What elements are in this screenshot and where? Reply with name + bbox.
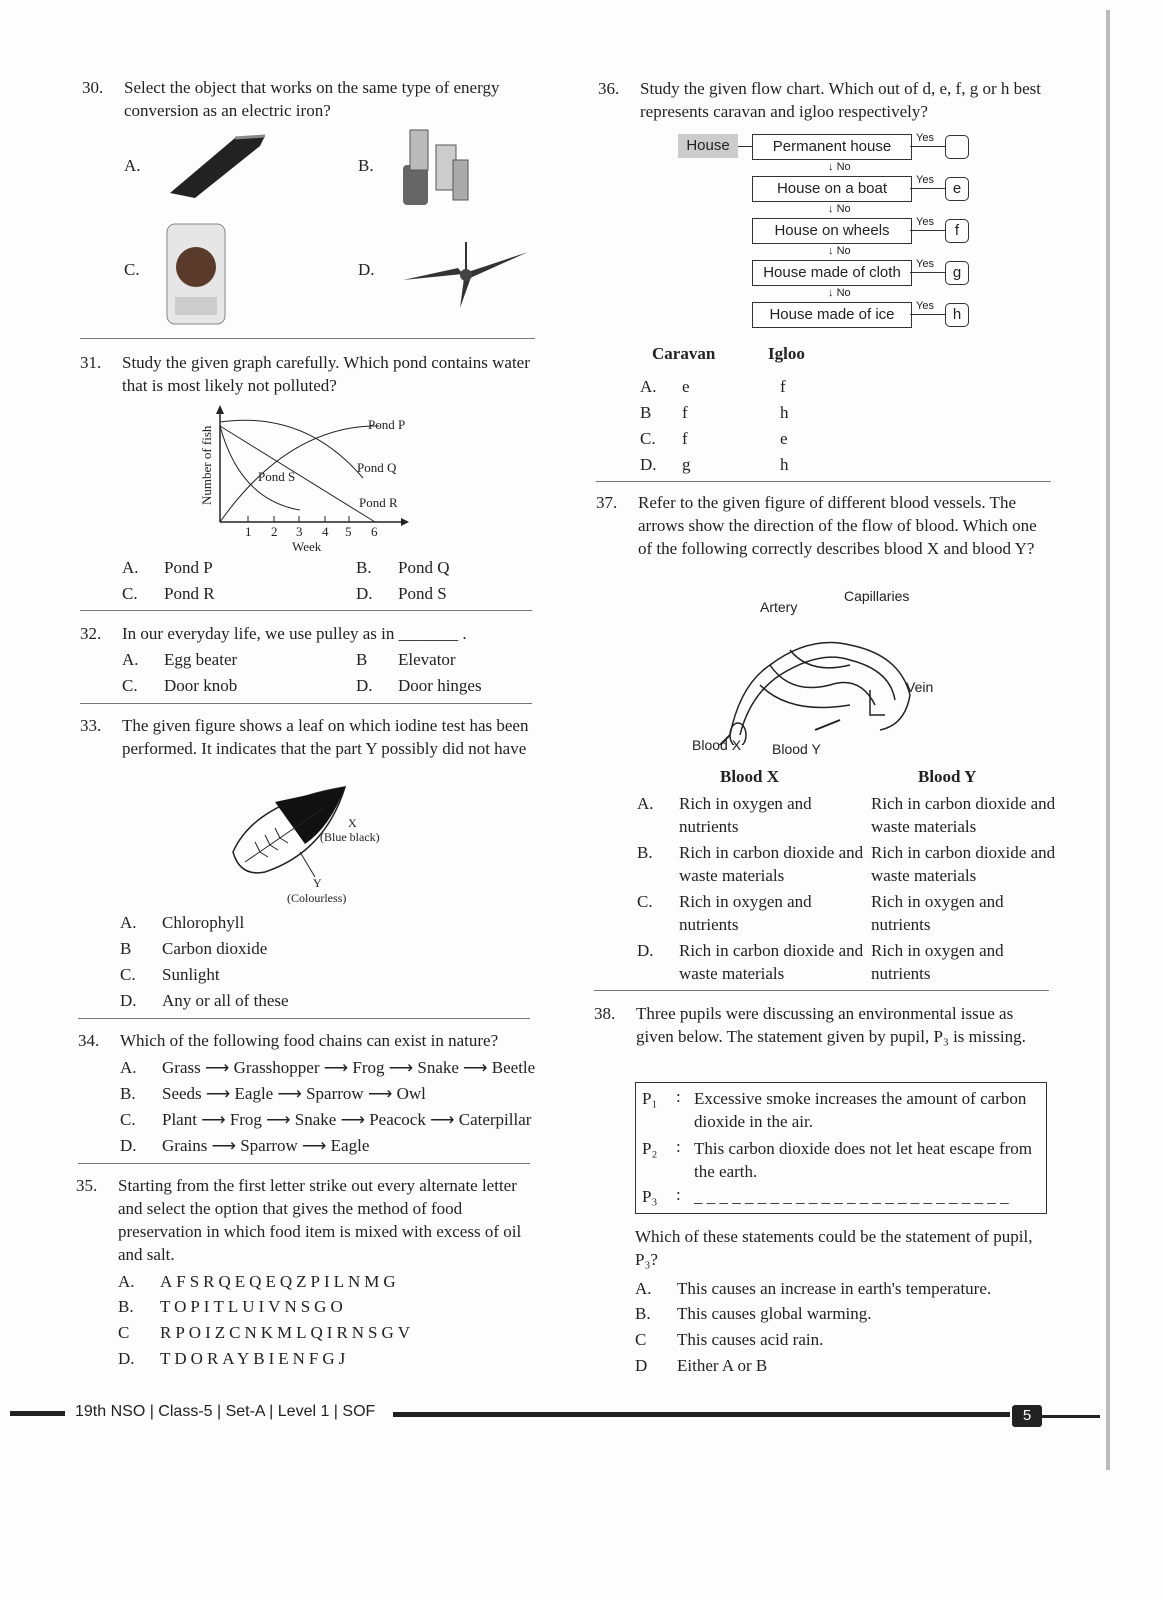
option-b[interactable] bbox=[358, 154, 400, 177]
decoration bbox=[730, 643, 910, 736]
text: No bbox=[836, 203, 851, 215]
label-blood-y: Blood Y bbox=[772, 741, 821, 757]
question-35 bbox=[76, 1174, 534, 1266]
text: Pond S bbox=[398, 584, 447, 603]
text: g bbox=[682, 455, 691, 474]
decoration: ↓ No bbox=[828, 245, 851, 257]
column-header: Caravan bbox=[652, 344, 716, 363]
text: A. bbox=[120, 1058, 137, 1077]
series-pond-r bbox=[220, 426, 375, 522]
option-c[interactable] bbox=[118, 1321, 414, 1344]
option-d[interactable] bbox=[120, 989, 289, 1012]
text: A. bbox=[640, 377, 657, 396]
divider bbox=[80, 610, 532, 611]
question-text: Select the object that works on the same type of energy conversion as an electric iron? bbox=[124, 78, 500, 120]
option-a[interactable] bbox=[124, 154, 166, 177]
text: B. bbox=[637, 843, 653, 862]
text: Plant ⟶ Frog ⟶ Snake ⟶ Peacock ⟶ Caterpillar bbox=[162, 1110, 532, 1129]
text: C. bbox=[122, 676, 138, 695]
decoration bbox=[300, 852, 315, 877]
text: TOPITLUIVNSGO bbox=[160, 1297, 347, 1316]
option-c[interactable] bbox=[635, 1328, 823, 1351]
text: Yes bbox=[916, 132, 934, 144]
option-d[interactable] bbox=[635, 1354, 767, 1377]
text: AFSRQEQEQZPILNMG bbox=[160, 1272, 400, 1291]
column-header: Blood X bbox=[720, 767, 780, 786]
tick-label: 4 bbox=[322, 524, 329, 539]
text: Grass ⟶ Grasshopper ⟶ Frog ⟶ Snake ⟶ Beetle bbox=[162, 1058, 536, 1077]
option-d[interactable] bbox=[356, 674, 482, 697]
legend-pond-p: Pond P bbox=[368, 417, 406, 432]
question-33 bbox=[80, 714, 535, 760]
text: 35. bbox=[76, 1176, 98, 1195]
text: Chlorophyll bbox=[162, 913, 245, 932]
decoration: : bbox=[676, 1185, 681, 1204]
footer-rule-left bbox=[10, 1411, 65, 1416]
page-number: 5 bbox=[1012, 1405, 1042, 1427]
flow-start-house: House bbox=[678, 134, 738, 158]
text: TDORAYBIENFGJ bbox=[160, 1349, 350, 1368]
option-c[interactable] bbox=[122, 582, 215, 605]
option-d[interactable] bbox=[120, 1134, 369, 1157]
decoration bbox=[176, 247, 216, 287]
text: f bbox=[780, 377, 786, 396]
text: Pond R bbox=[164, 584, 215, 603]
question-32 bbox=[80, 622, 540, 645]
question-38 bbox=[594, 1002, 1049, 1048]
option-b[interactable] bbox=[356, 648, 456, 671]
decoration bbox=[248, 516, 349, 522]
option-a[interactable] bbox=[122, 648, 237, 671]
option-b[interactable] bbox=[635, 1302, 872, 1325]
flow-result: g bbox=[945, 261, 969, 285]
text: No bbox=[836, 161, 851, 173]
decoration bbox=[460, 278, 470, 308]
option-b[interactable] bbox=[120, 1082, 426, 1105]
text: D. bbox=[120, 1136, 137, 1155]
question-text: Study the given graph carefully. Which pond contains water that is most likely not polluted? bbox=[122, 353, 530, 395]
flow-result: e bbox=[945, 177, 969, 201]
option-c[interactable] bbox=[120, 963, 220, 986]
decoration bbox=[1042, 1415, 1100, 1418]
flow-box: House made of ice bbox=[752, 302, 912, 328]
decoration: ↓ No bbox=[828, 161, 851, 173]
question-36 bbox=[598, 77, 1058, 123]
text: C. bbox=[120, 1110, 136, 1129]
text: This causes acid rain. bbox=[677, 1330, 824, 1349]
text: 37. bbox=[596, 493, 618, 512]
question-31 bbox=[80, 351, 540, 397]
question-30 bbox=[82, 76, 542, 122]
flow-box: House made of cloth bbox=[752, 260, 912, 286]
option-d[interactable] bbox=[640, 453, 800, 476]
statements-box bbox=[635, 1082, 1047, 1214]
text: C. bbox=[120, 965, 136, 984]
decoration bbox=[453, 160, 468, 200]
ceiling-fan-image bbox=[398, 240, 533, 310]
text: A. bbox=[637, 794, 654, 813]
question-34 bbox=[78, 1029, 538, 1052]
text: A. bbox=[122, 558, 139, 577]
text: Rich in carbon dioxide and waste materials bbox=[871, 794, 1056, 836]
text: 34. bbox=[78, 1031, 100, 1050]
text: No bbox=[836, 245, 851, 257]
text: Excessive smoke increases the amount of carbon dioxide in the air. bbox=[694, 1089, 1027, 1131]
text: Rich in carbon dioxide and waste materials bbox=[679, 941, 864, 983]
decoration bbox=[216, 405, 224, 414]
text: No bbox=[836, 287, 851, 299]
text: Rich in oxygen and nutrients bbox=[871, 941, 1004, 983]
hair-straightener-image bbox=[165, 128, 270, 203]
option-a[interactable] bbox=[118, 1270, 400, 1293]
tick-label: 5 bbox=[345, 524, 352, 539]
tick-label: 6 bbox=[371, 524, 378, 539]
text: D. bbox=[640, 455, 657, 474]
flow-result: h bbox=[945, 303, 969, 327]
label-artery: Artery bbox=[760, 599, 798, 615]
decoration bbox=[410, 130, 428, 170]
question-37 bbox=[596, 491, 1054, 560]
text: B bbox=[120, 939, 132, 958]
text: f bbox=[682, 403, 688, 422]
divider bbox=[80, 338, 535, 339]
text: This causes an increase in earth's temperature. bbox=[677, 1279, 992, 1298]
divider bbox=[594, 990, 1049, 991]
text: D. bbox=[356, 676, 373, 695]
decoration bbox=[730, 643, 910, 746]
decoration bbox=[175, 297, 217, 315]
text: C. bbox=[637, 892, 653, 911]
text: Carbon dioxide bbox=[162, 939, 268, 958]
decoration bbox=[460, 269, 472, 281]
text: This causes global warming. bbox=[677, 1304, 872, 1323]
text: Elevator bbox=[398, 650, 456, 669]
text: C bbox=[635, 1330, 647, 1349]
text: Either A or B bbox=[677, 1356, 768, 1375]
option-label: B. bbox=[358, 156, 374, 175]
option-c[interactable] bbox=[120, 1108, 531, 1131]
text: B. bbox=[356, 558, 372, 577]
text: B bbox=[356, 650, 368, 669]
option-b[interactable] bbox=[118, 1295, 347, 1318]
text: Yes bbox=[916, 258, 934, 270]
text: This carbon dioxide does not let heat escape from the earth. bbox=[694, 1139, 1032, 1181]
decoration bbox=[910, 146, 945, 147]
footer-rule bbox=[393, 1412, 1010, 1417]
text: C. bbox=[122, 584, 138, 603]
scan-edge bbox=[1106, 10, 1110, 1470]
text: B. bbox=[635, 1304, 651, 1323]
question-text: Which of these statements could be the statement of pupil, P₃? bbox=[635, 1227, 1033, 1269]
column-header: Blood Y bbox=[918, 767, 977, 786]
legend-pond-q: Pond Q bbox=[357, 460, 397, 475]
option-a[interactable] bbox=[640, 375, 800, 398]
label-x: X bbox=[348, 816, 357, 830]
text: C bbox=[118, 1323, 130, 1342]
text: Rich in oxygen and nutrients bbox=[679, 794, 812, 836]
text: Rich in oxygen and nutrients bbox=[871, 892, 1004, 934]
column-header: Igloo bbox=[768, 344, 805, 363]
text: In our everyday life, we use pulley as in _______ . bbox=[122, 624, 467, 643]
text: D. bbox=[637, 941, 654, 960]
tick-label: 1 bbox=[245, 524, 252, 539]
text: Pond P bbox=[164, 558, 213, 577]
question-number: 31. bbox=[80, 353, 102, 372]
text: A. bbox=[122, 650, 139, 669]
text: Yes bbox=[916, 300, 934, 312]
option-b[interactable] bbox=[640, 401, 800, 424]
flow-box: House on a boat bbox=[752, 176, 912, 202]
decoration: ↓ No bbox=[828, 203, 851, 215]
decoration bbox=[403, 165, 428, 205]
decoration bbox=[403, 268, 463, 280]
blood-vessels-figure bbox=[700, 605, 930, 745]
option-d[interactable] bbox=[358, 258, 400, 281]
text: Sunlight bbox=[162, 965, 220, 984]
decoration bbox=[910, 188, 945, 189]
option-label: C. bbox=[124, 260, 140, 279]
text: Which of the following food chains can exist in nature? bbox=[120, 1031, 499, 1050]
air-cooler-image bbox=[165, 222, 227, 328]
flow-box: House on wheels bbox=[752, 218, 912, 244]
question-number: 30. bbox=[82, 78, 104, 97]
text: e bbox=[780, 429, 788, 448]
label-y: Y bbox=[313, 876, 322, 890]
text: Starting from the first letter strike out every alternate letter and select the option that gives the method of food preservation in which food item is mixed with excess of oil and salt. bbox=[118, 1176, 522, 1264]
tick-label: 2 bbox=[271, 524, 278, 539]
decoration bbox=[235, 136, 265, 138]
text: Door knob bbox=[164, 676, 238, 695]
text: Rich in oxygen and nutrients bbox=[679, 892, 812, 934]
legend-pond-r: Pond R bbox=[359, 495, 398, 510]
flow-box: Permanent house bbox=[752, 134, 912, 160]
text: P₁ bbox=[642, 1089, 658, 1108]
footer-text: 19th NSO | Class-5 | Set-A | Level 1 | SOF bbox=[75, 1403, 376, 1420]
text: P₃ bbox=[642, 1187, 658, 1206]
legend-pond-s: Pond S bbox=[258, 469, 296, 484]
divider bbox=[80, 703, 532, 704]
text: Refer to the given figure of different blood vessels. The arrows show the direction of the flow of blood. Which one of the following correctly describes blood X and blood Y? bbox=[638, 493, 1037, 558]
text: Rich in carbon dioxide and waste materials bbox=[871, 843, 1056, 885]
flow-result: f bbox=[945, 219, 969, 243]
text: P₂ bbox=[642, 1139, 658, 1158]
text: A. bbox=[120, 913, 137, 932]
option-c[interactable] bbox=[640, 427, 800, 450]
option-b[interactable] bbox=[120, 937, 267, 960]
text: 32. bbox=[80, 624, 102, 643]
label-capillaries: Capillaries bbox=[844, 588, 910, 604]
mixer-grinder-image bbox=[398, 125, 473, 210]
text: D. bbox=[118, 1349, 135, 1368]
option-b[interactable] bbox=[356, 556, 449, 579]
text: D. bbox=[120, 991, 137, 1010]
decoration bbox=[910, 272, 945, 273]
text: e bbox=[682, 377, 690, 396]
decoration: : bbox=[676, 1137, 681, 1156]
text: A. bbox=[118, 1272, 135, 1291]
text: B bbox=[640, 403, 652, 422]
option-label: D. bbox=[358, 260, 375, 279]
text: RPOIZCNKMLQIRNSGV bbox=[160, 1323, 415, 1342]
divider bbox=[596, 481, 1051, 482]
option-label: A. bbox=[124, 156, 141, 175]
text: h bbox=[780, 403, 789, 422]
text: Any or all of these bbox=[162, 991, 289, 1010]
text: Door hinges bbox=[398, 676, 482, 695]
text: Yes bbox=[916, 174, 934, 186]
text: Yes bbox=[916, 216, 934, 228]
decoration bbox=[468, 252, 528, 278]
tick-label: 3 bbox=[296, 524, 303, 539]
text: D. bbox=[356, 584, 373, 603]
text: Study the given flow chart. Which out of d, e, f, g or h best represents caravan and igloo respectively? bbox=[640, 79, 1041, 121]
decoration bbox=[910, 314, 945, 315]
decoration bbox=[401, 518, 409, 526]
decoration bbox=[870, 690, 885, 715]
option-a[interactable] bbox=[120, 911, 244, 934]
text: D bbox=[635, 1356, 648, 1375]
text: C. bbox=[640, 429, 656, 448]
option-d[interactable] bbox=[356, 582, 447, 605]
option-a[interactable] bbox=[122, 556, 213, 579]
label-blood-x: Blood X bbox=[692, 737, 742, 753]
label-vein: Vein bbox=[906, 679, 934, 695]
option-d[interactable] bbox=[118, 1347, 349, 1370]
text: Rich in carbon dioxide and waste materials bbox=[679, 843, 864, 885]
text: 38. bbox=[594, 1004, 616, 1023]
label-y-note: (Colourless) bbox=[287, 891, 347, 905]
decoration bbox=[740, 657, 895, 735]
decoration bbox=[815, 720, 840, 730]
y-axis-label: Number of fish bbox=[199, 425, 214, 505]
text: h bbox=[780, 455, 789, 474]
text: The given figure shows a leaf on which iodine test has been performed. It indicates that the part Y possibly did not have bbox=[122, 716, 529, 758]
option-a[interactable] bbox=[635, 1277, 991, 1300]
text: 36. bbox=[598, 79, 620, 98]
decoration bbox=[910, 230, 945, 231]
option-a[interactable] bbox=[120, 1056, 535, 1079]
text: Pond Q bbox=[398, 558, 450, 577]
text: f bbox=[682, 429, 688, 448]
text: Seeds ⟶ Eagle ⟶ Sparrow ⟶ Owl bbox=[162, 1084, 426, 1103]
option-c[interactable] bbox=[124, 258, 166, 281]
decoration: ↓ No bbox=[828, 287, 851, 299]
text: Grains ⟶ Sparrow ⟶ Eagle bbox=[162, 1136, 370, 1155]
divider bbox=[78, 1163, 530, 1164]
decoration bbox=[738, 146, 752, 147]
decoration: : bbox=[676, 1087, 681, 1106]
text: B. bbox=[120, 1084, 136, 1103]
text: 33. bbox=[80, 716, 102, 735]
label-x-note: (Blue black) bbox=[320, 830, 380, 844]
text: Egg beater bbox=[164, 650, 238, 669]
text: _ _ _ _ _ _ _ _ _ _ _ _ _ _ _ _ _ _ _ _ _ _ _ _ _ bbox=[694, 1187, 1009, 1206]
x-axis-label: Week bbox=[292, 539, 322, 554]
text: Three pupils were discussing an environmental issue as given below. The statement given by pupil, P₃ is missing. bbox=[636, 1004, 1026, 1046]
text: A. bbox=[635, 1279, 652, 1298]
divider bbox=[78, 1018, 530, 1019]
text: B. bbox=[118, 1297, 134, 1316]
flow-result bbox=[945, 135, 969, 159]
option-c[interactable] bbox=[122, 674, 237, 697]
decoration bbox=[170, 136, 265, 198]
